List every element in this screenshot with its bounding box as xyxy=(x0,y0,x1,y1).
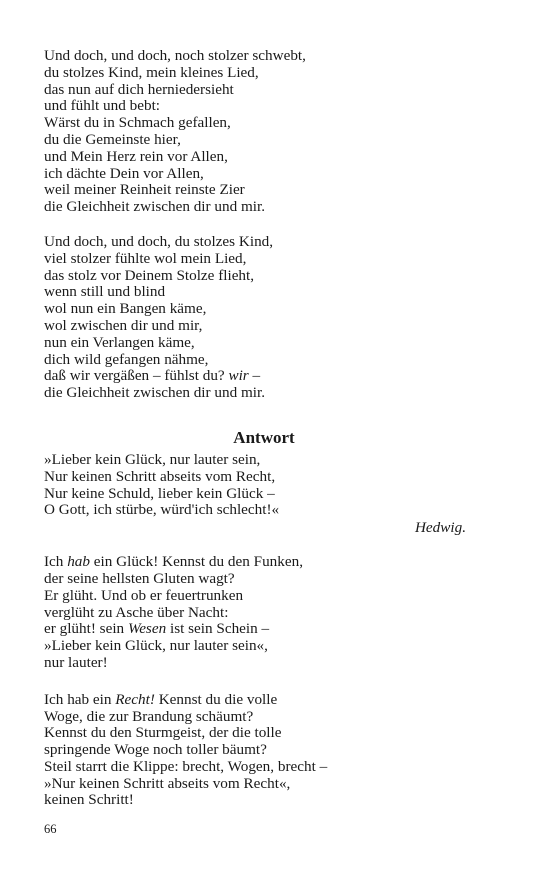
verse-text: Kennst du die volle xyxy=(154,690,278,708)
verse-line: weil meiner Reinheit reinste Zier xyxy=(44,181,245,199)
verse-line: die Gleichheit zwischen dir und mir. xyxy=(44,384,266,402)
verse-line: Kennst du den Sturmgeist, der die tolle xyxy=(44,724,282,742)
verse-line: »Lieber kein Glück, nur lauter sein«, xyxy=(44,637,268,655)
section-heading: Antwort xyxy=(233,427,295,447)
section-gap xyxy=(44,402,484,428)
stanza-gap xyxy=(44,216,484,234)
verse-text: er glüht! sein xyxy=(44,620,128,638)
verse-line: springende Woge noch toller bäumt? xyxy=(44,741,267,759)
verse-line: Und doch, und doch, noch stolzer schwebt, xyxy=(44,47,306,64)
verse-line: nun ein Verlangen käme, xyxy=(44,333,195,351)
verse-line: das stolz vor Deinem Stolze flieht, xyxy=(44,266,255,284)
verse-line: viel stolzer fühlte wol mein Lied, xyxy=(44,249,247,267)
motto-line: Nur keinen Schritt abseits vom Recht, xyxy=(44,467,276,485)
stanza-gap xyxy=(44,672,484,692)
verse-line: du stolzes Kind, mein kleines Lied, xyxy=(44,63,259,81)
verse-line: ich dächte Dein vor Allen, xyxy=(44,164,204,182)
verse-text: Ich hab ein xyxy=(44,690,116,708)
verse-line: Steil starrt die Klippe: brecht, Wogen, brecht – xyxy=(44,757,328,775)
verse-line xyxy=(44,554,484,571)
motto-signature: Hedwig. xyxy=(414,519,466,537)
motto xyxy=(44,452,484,519)
verse-line xyxy=(44,621,484,638)
stanza-gap xyxy=(44,536,484,554)
verse-emphasis: hab xyxy=(67,553,90,571)
poem-stanza-1 xyxy=(44,48,484,216)
verse-line: Und doch, und doch, du stolzes Kind, xyxy=(44,232,274,250)
verse-emphasis: Wesen xyxy=(127,620,167,638)
verse-emphasis: Recht! xyxy=(115,690,155,708)
verse-line: die Gleichheit zwischen dir und mir. xyxy=(44,198,266,216)
motto-line: Nur keine Schuld, lieber kein Glück – xyxy=(44,484,275,502)
page-body xyxy=(44,48,484,809)
verse-line: »Nur keinen Schritt abseits vom Recht«, xyxy=(44,774,291,792)
verse-line: wenn still und blind xyxy=(44,283,166,301)
verse-line: nur lauter! xyxy=(44,653,108,671)
verse-text: Ich xyxy=(44,553,68,571)
verse-line: Er glüht. Und ob er feuertrunken xyxy=(44,586,244,604)
verse-line xyxy=(44,368,484,385)
page-number: 66 xyxy=(44,822,57,836)
verse-text: ist sein Schein – xyxy=(166,620,270,638)
verse-text: ein Glück! Kennst du den Funken, xyxy=(89,553,303,571)
verse-line: das nun auf dich herniedersieht xyxy=(44,80,234,98)
motto-line: O Gott, ich stürbe, würd'ich schlecht!« xyxy=(44,501,280,519)
verse-line: wol nun ein Bangen käme, xyxy=(44,300,207,318)
poem-stanza-2 xyxy=(44,234,484,402)
verse-line: und Mein Herz rein vor Allen, xyxy=(44,147,228,165)
antwort-stanza-2 xyxy=(44,692,484,810)
verse-line: verglüht zu Asche über Nacht: xyxy=(44,603,229,621)
motto-line: »Lieber kein Glück, nur lauter sein, xyxy=(44,450,261,468)
verse-line xyxy=(44,692,484,709)
verse-line: Wärst du in Schmach gefallen, xyxy=(44,114,231,132)
verse-line: wol zwischen dir und mir, xyxy=(44,316,203,334)
verse-text: – xyxy=(248,367,261,385)
verse-line: keinen Schritt! xyxy=(44,791,134,809)
verse-line: Woge, die zur Brandung schäumt? xyxy=(44,707,254,725)
verse-line: und fühlt und bebt: xyxy=(44,97,161,115)
verse-line: der seine hellsten Gluten wagt? xyxy=(44,569,235,587)
verse-line: dich wild gefangen nähme, xyxy=(44,350,209,368)
verse-emphasis: wir xyxy=(228,367,249,385)
verse-line: du die Gemeinste hier, xyxy=(44,130,181,148)
antwort-stanza-1 xyxy=(44,554,484,672)
verse-text: daß wir vergäßen – fühlst du? xyxy=(44,367,229,385)
